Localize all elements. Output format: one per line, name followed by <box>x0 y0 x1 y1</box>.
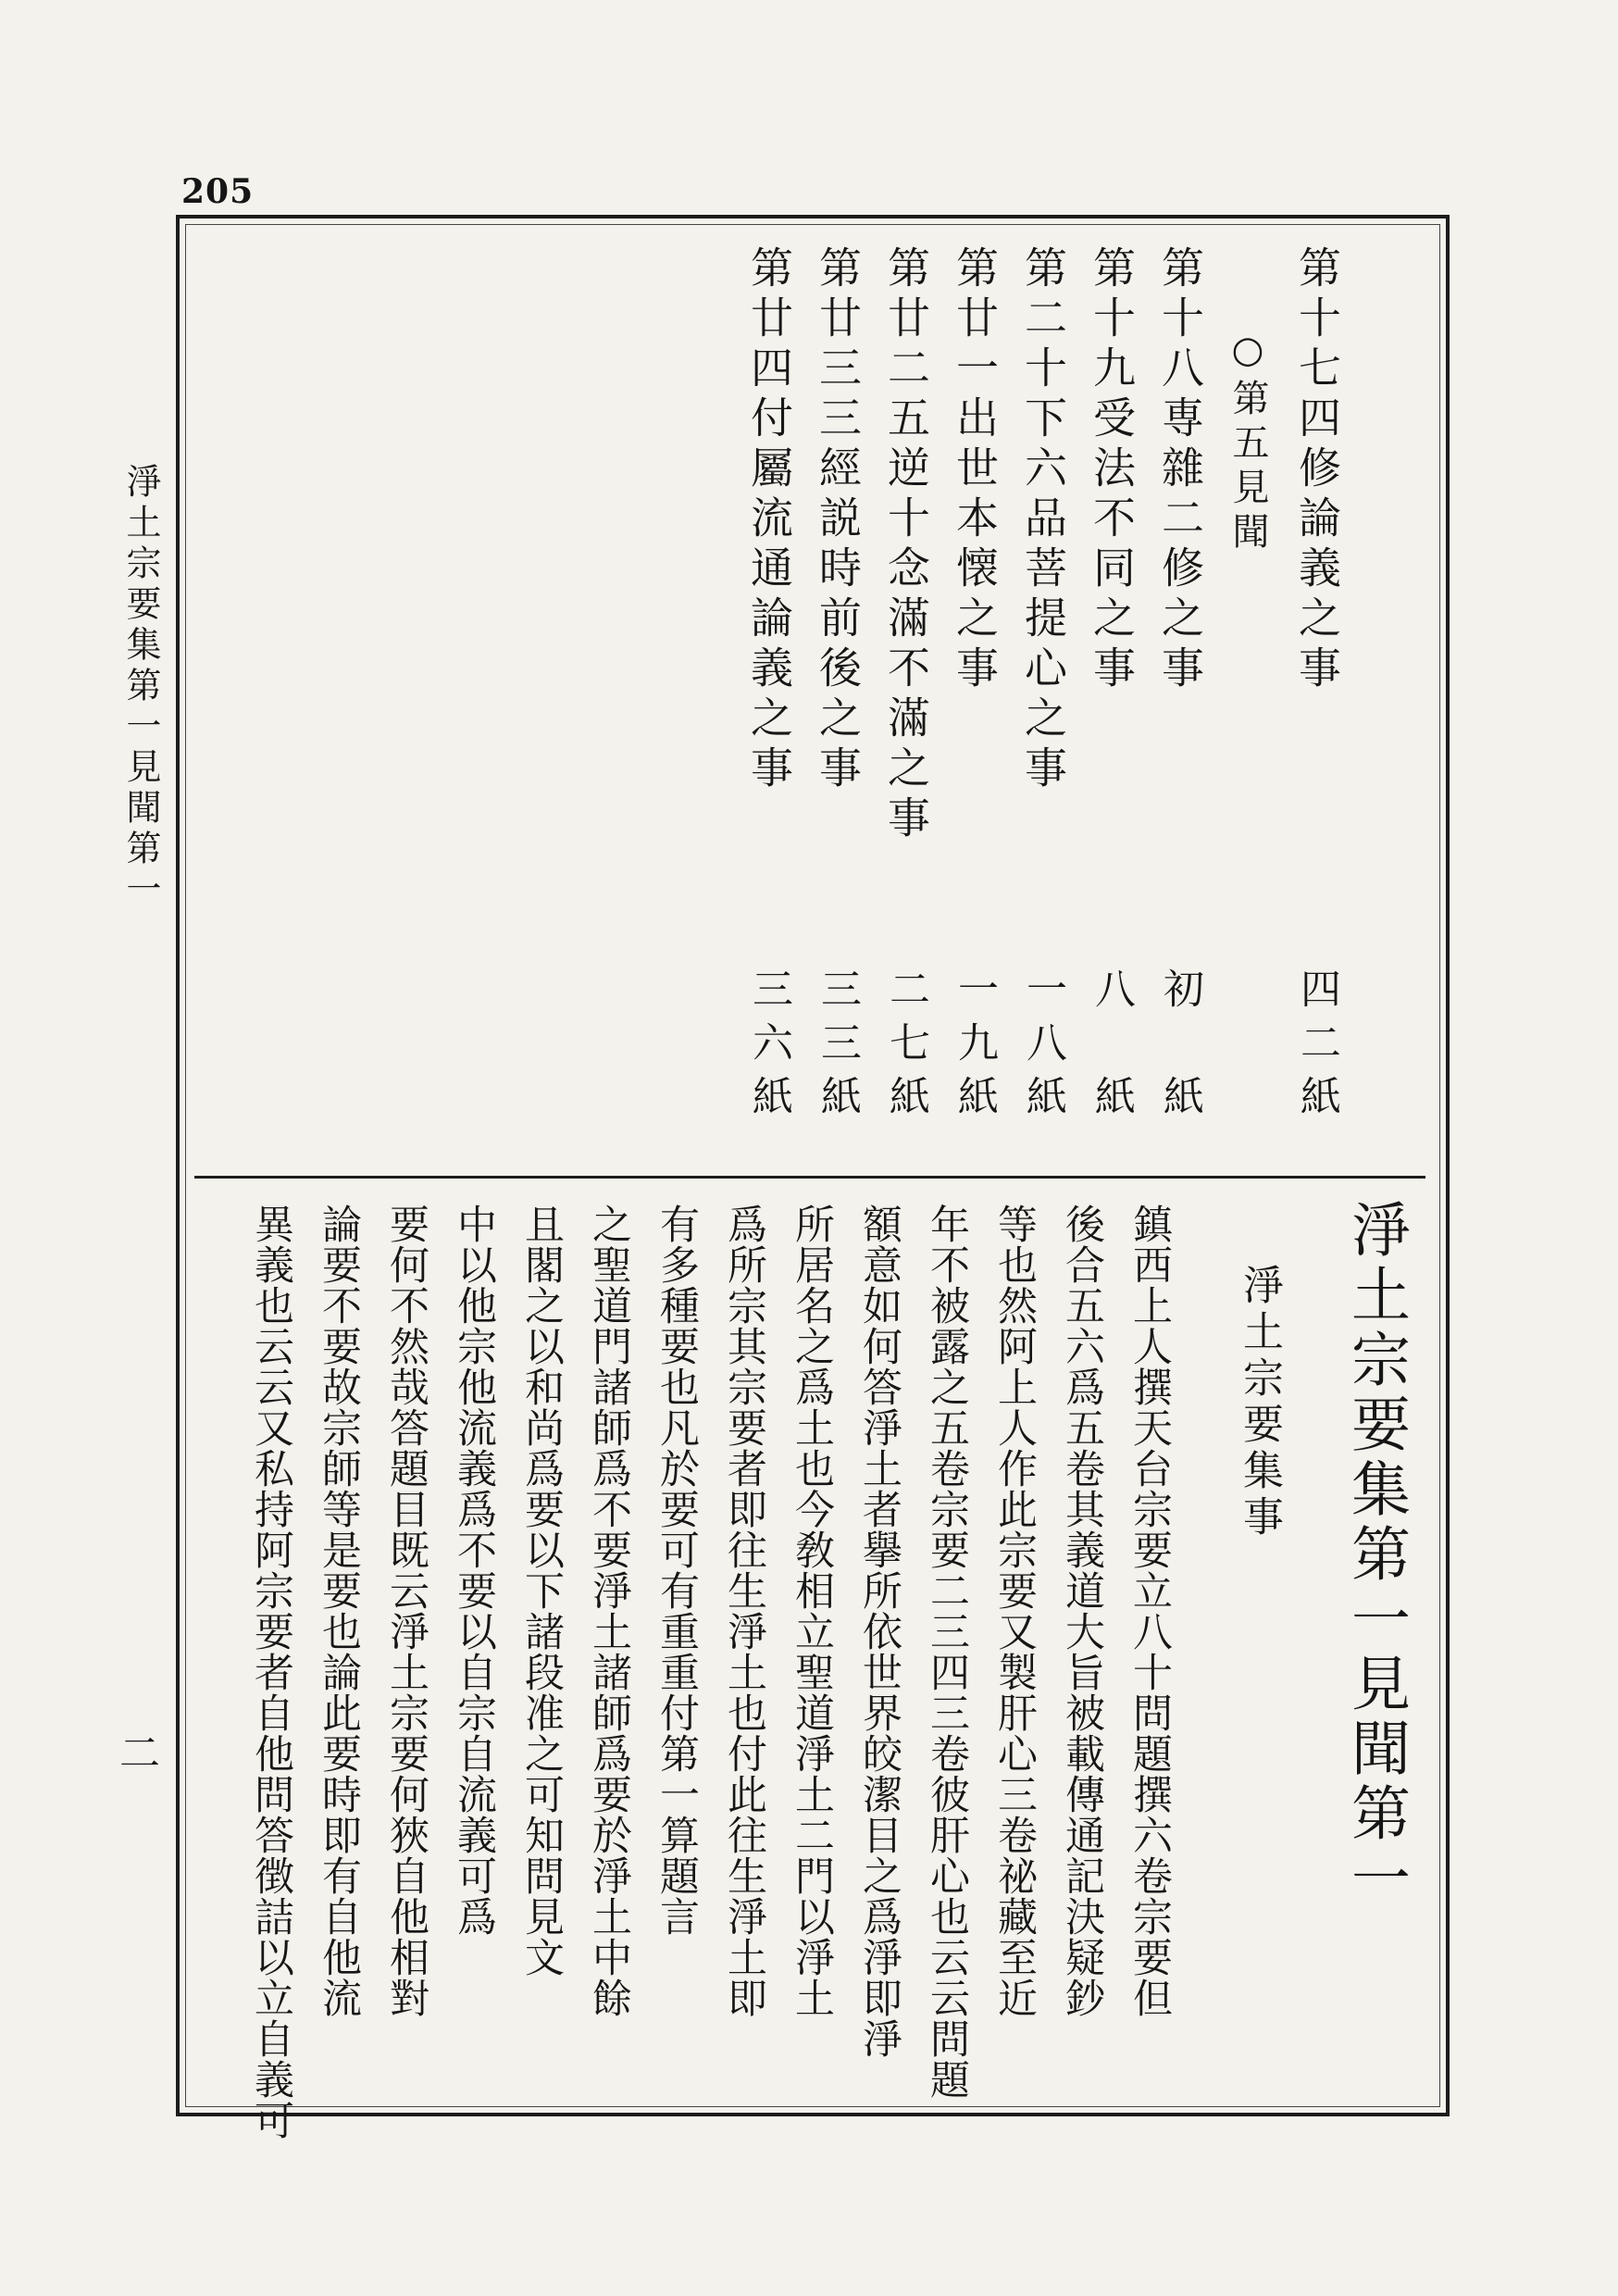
folio: 二 <box>112 1731 159 1772</box>
sub-heading: 淨土宗要集事 <box>1236 1264 1283 1541</box>
toc-leaf: 二七紙 <box>882 967 929 1129</box>
toc-leaf: 一八紙 <box>1019 967 1066 1129</box>
body-line: 論要不要故宗師等是要也論此要時即有自他流 <box>316 1204 362 2018</box>
toc-entry: 第十七四修論義之事 <box>1292 245 1342 695</box>
body-line: 異義也云云又私持阿宗要者自他問答徴詰以立自義可 <box>248 1204 294 2140</box>
section-divider <box>194 1176 1425 1179</box>
toc-leaf: 三三紙 <box>814 967 861 1129</box>
toc-entry: 第廿二五逆十念滿不滿之事 <box>881 245 931 845</box>
body-line: 額意如何答淨土者擧所依世界皎潔目之爲淨即淨 <box>856 1204 902 2059</box>
toc-section-heading: ○第五見聞 <box>1226 329 1269 556</box>
body-line: 爲所宗其宗要者即往生淨土也付此往生淨土即 <box>721 1204 767 2018</box>
toc-leaf: 八 紙 <box>1088 967 1135 1129</box>
body-line: 後合五六爲五卷其義道大旨被載傳通記決疑鈔 <box>1059 1204 1105 2018</box>
toc-entry: 第十八専雜二修之事 <box>1155 245 1205 695</box>
toc-leaf: 初 紙 <box>1156 967 1203 1129</box>
toc-entry: 第廿一出世本懐之事 <box>950 245 1000 695</box>
body-line: 要何不然哉答題目既云淨土宗要何狹自他相對 <box>383 1204 429 2018</box>
body-line: 中以他宗他流義爲不要以自宗自流義可爲 <box>451 1204 497 1937</box>
body-line: 鎮西上人撰天台宗要立八十問題撰六卷宗要但 <box>1126 1204 1173 2018</box>
page-number: 205 <box>181 172 255 211</box>
body-line: 有多種要也凡於要可有重重付第一算題言 <box>653 1204 700 1937</box>
toc-entry: 第二十下六品菩提心之事 <box>1018 245 1068 795</box>
body-line: 等也然阿上人作此宗要又製肝心三卷祕藏至近 <box>991 1204 1038 2018</box>
body-line: 之聖道門諸師爲不要淨土諸師爲要於淨土中餘 <box>586 1204 632 2018</box>
chapter-title: 淨土宗要集第一見聞第一 <box>1341 1199 1410 1912</box>
toc-leaf: 三六紙 <box>745 967 792 1129</box>
body-line: 年不被露之五卷宗要二三四三卷彼肝心也云云問題 <box>924 1204 970 2100</box>
toc-entry: 第廿三三經説時前後之事 <box>813 245 863 795</box>
body-line: 所居名之爲土也今敎相立聖道淨土二門以淨土 <box>789 1204 835 2018</box>
toc-leaf: 四二紙 <box>1293 967 1340 1129</box>
toc-entry: 第十九受法不同之事 <box>1087 245 1137 695</box>
body-line: 且閣之以和尚爲要以下諸段准之可知問見文 <box>518 1204 565 1978</box>
running-head: 淨土宗要集第一見聞第一 <box>120 463 161 911</box>
toc-entry: 第廿四付屬流通論義之事 <box>744 245 794 795</box>
toc-leaf: 一九紙 <box>951 967 998 1129</box>
